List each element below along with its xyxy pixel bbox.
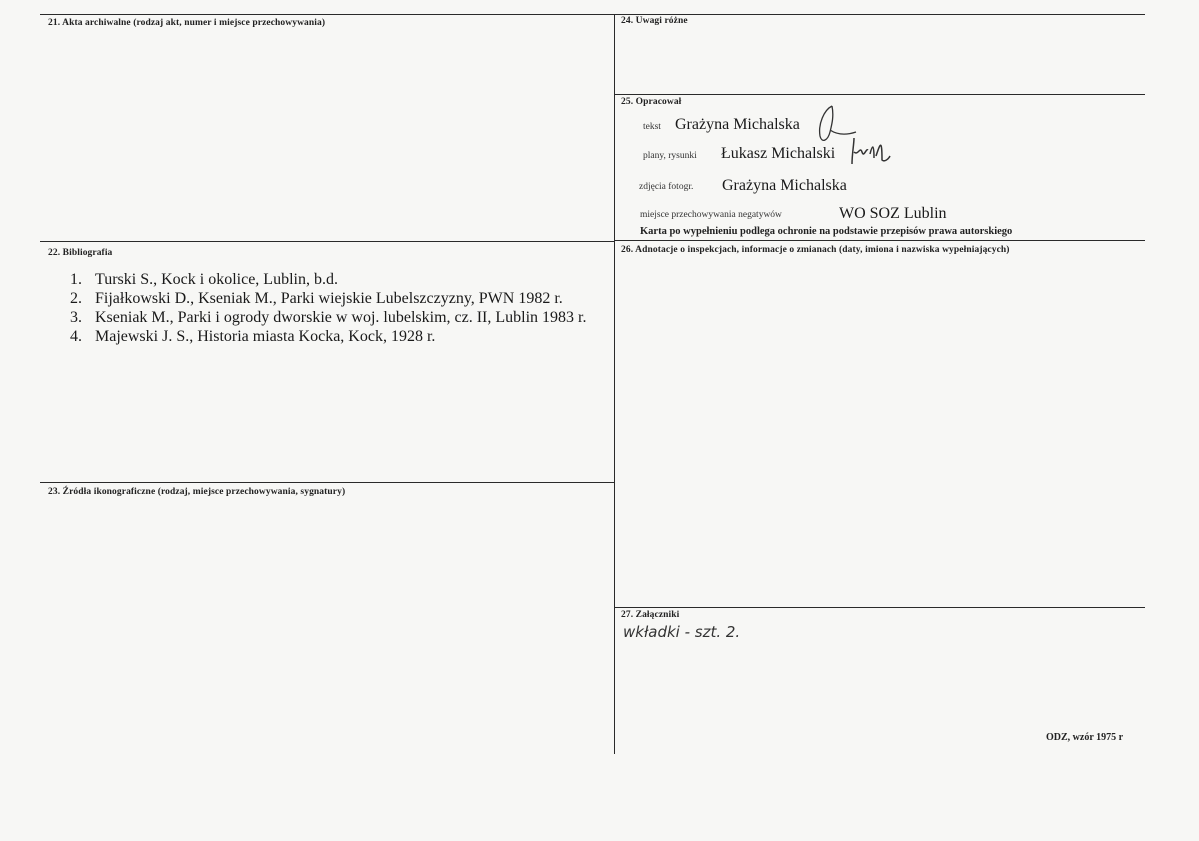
bibliography-list [62,270,607,346]
column-divider [614,14,615,754]
field-26-label: 26. Adnotacje o inspekcjach, informacje o zmianach (daty, imiona i nazwiska wypełniających) [621,245,1010,255]
copyright-note: Karta po wypełnieniu podlega ochronie na podstawie przepisów prawa autorskiego [640,226,1013,237]
field-24-label: 24. Uwagi różne [621,16,688,26]
field-25-label: 25. Opracował [621,97,682,107]
bibliography-item: 3. Kseniak M., Parki i ogrody dworskie w woj. lubelskim, cz. II, Lublin 1983 r. [70,309,587,326]
top-rule [40,14,1145,15]
divider-26-27 [614,607,1145,608]
divider-25-26 [614,240,1145,241]
plany-author: Łukasz Michalski [721,145,836,162]
plany-label: plany, rysunki [643,151,697,161]
tekst-author: Grażyna Michalska [675,116,800,133]
form-version: ODZ, wzór 1975 r [1046,732,1124,743]
field-22-label: 22. Bibliografia [48,248,113,258]
divider-22-23 [40,482,614,483]
bibliography-item: 4. Majewski J. S., Historia miasta Kocka, Kock, 1928 r. [70,328,436,345]
divider-21-22 [40,241,614,242]
attachments-handwritten: wkładki - szt. 2. [623,623,741,641]
field-23-label: 23. Źródła ikonograficzne (rodzaj, miejsce przechowywania, sygnatury) [48,487,346,497]
divider-24-25 [614,94,1145,95]
negatywy-location: WO SOZ Lublin [839,205,947,222]
tekst-label: tekst [643,122,661,132]
negatywy-label: miejsce przechowywania negatywów [640,210,782,220]
field-27-label: 27. Załączniki [621,610,680,620]
zdjecia-author: Grażyna Michalska [722,177,847,194]
bibliography-item: 1. Turski S., Kock i okolice, Lublin, b.d. [70,271,338,288]
zdjecia-label: zdjęcia fotogr. [639,182,694,192]
bibliography-item: 2. Fijałkowski D., Kseniak M., Parki wiejskie Lubelszczyzny, PWN 1982 r. [70,290,563,307]
signature-lukasz [848,134,892,168]
field-21-label: 21. Akta archiwalne (rodzaj akt, numer i miejsce przechowywania) [48,18,326,28]
